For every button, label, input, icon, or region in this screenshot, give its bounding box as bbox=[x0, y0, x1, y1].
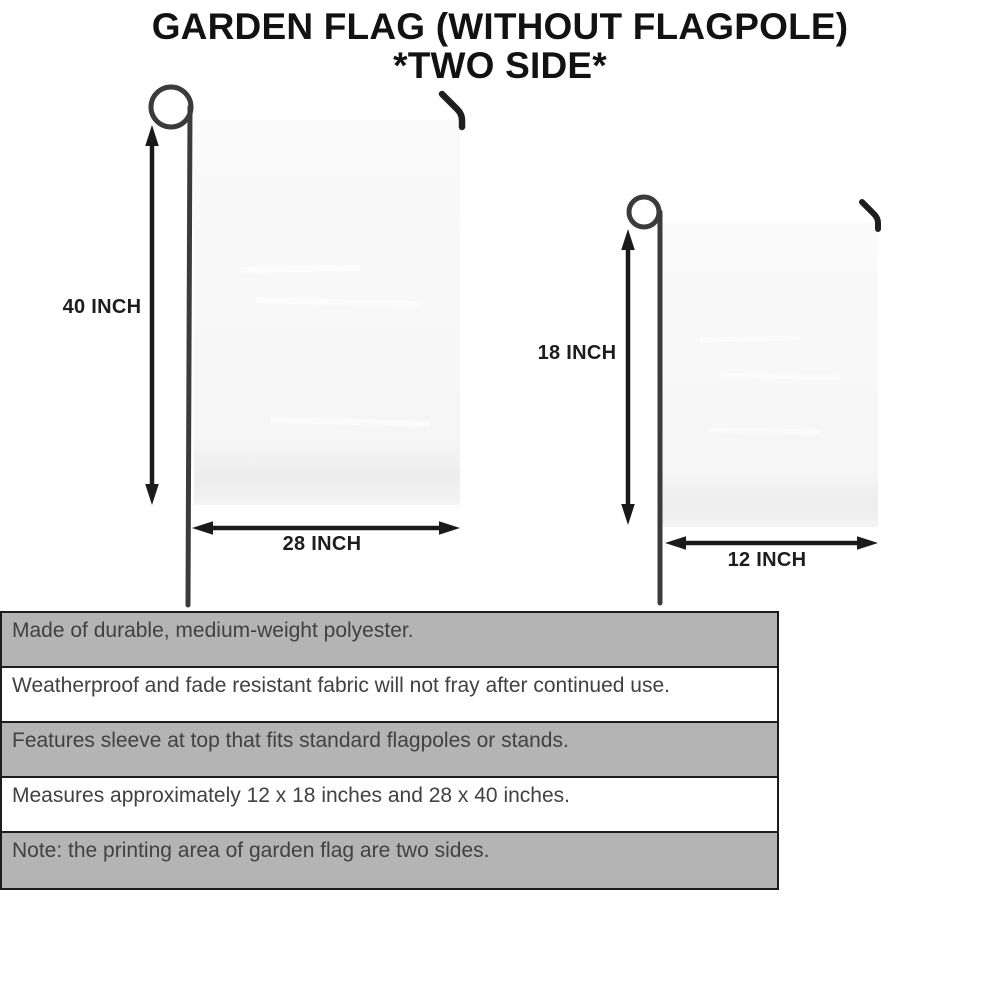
large-flag-height-label: 40 INCH bbox=[62, 296, 142, 318]
large-flag-fabric bbox=[194, 120, 460, 505]
feature-row-polyester: Made of durable, medium-weight polyester. bbox=[2, 613, 777, 668]
title-line-2: *TWO SIDE* bbox=[393, 45, 607, 86]
title-line-1: GARDEN FLAG (WITHOUT FLAGPOLE) bbox=[151, 6, 849, 47]
feature-row-note: Note: the printing area of garden flag are two sides. bbox=[2, 833, 777, 888]
small-flag-width-arrow bbox=[665, 536, 878, 550]
large-flag-width-label: 28 INCH bbox=[282, 533, 362, 555]
small-flag-height-label: 18 INCH bbox=[537, 342, 617, 364]
small-flagpole-loop-icon bbox=[629, 197, 659, 227]
small-flag-height-arrow bbox=[621, 229, 635, 525]
small-flag-width-label: 12 INCH bbox=[727, 549, 807, 571]
feature-table bbox=[0, 611, 779, 890]
large-flagpole bbox=[188, 107, 190, 605]
feature-row-sleeve: Features sleeve at top that fits standard flagpoles or stands. bbox=[2, 723, 777, 778]
feature-row-weatherproof: Weatherproof and fade resistant fabric will not fray after continued use. bbox=[2, 668, 777, 723]
large-flagpole-loop-icon bbox=[151, 87, 191, 127]
feature-row-measures: Measures approximately 12 x 18 inches and 28 x 40 inches. bbox=[2, 778, 777, 833]
